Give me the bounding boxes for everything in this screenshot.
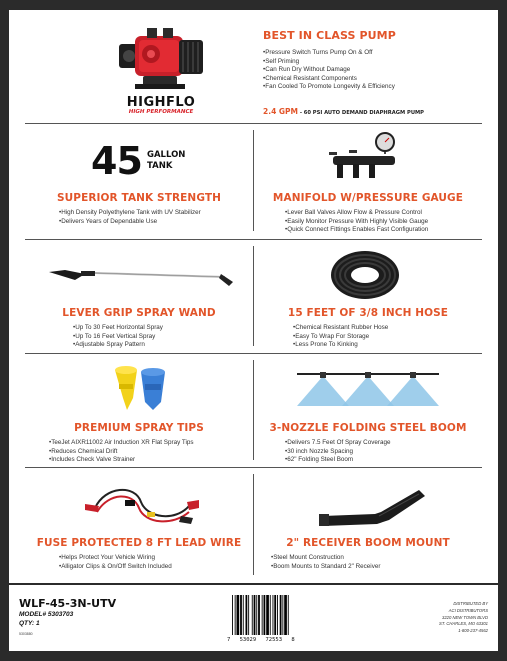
barcode-bar: [256, 595, 257, 635]
distributor-line: ACI DISTRIBUTORS: [448, 607, 488, 613]
divider: [253, 130, 254, 231]
manifold-title: MANIFOLD W/PRESSURE GAUGE: [272, 192, 464, 204]
barcode-bar: [266, 595, 269, 635]
list-item: • Up To 30 Feet Horizontal Spray: [73, 324, 163, 333]
barcode-bar: [258, 595, 260, 635]
barcode-digits-2: 72553: [265, 637, 283, 643]
quantity: QTY: 1: [19, 620, 40, 627]
list-item: • Less Prone To Kinking: [293, 341, 388, 350]
barcode-bar: [262, 595, 263, 635]
pump-spec-gpm: 2.4 GPM: [263, 107, 299, 116]
tank-number: 45: [91, 139, 142, 183]
boom-bullets: [285, 439, 390, 465]
boom-image: [293, 370, 443, 408]
barcode-bar: [235, 595, 236, 635]
divider: [25, 467, 482, 468]
barcode-bar: [254, 595, 256, 635]
barcode-digit-left: 7: [227, 637, 231, 643]
barcode-digit-right: 8: [291, 637, 295, 643]
distributor-info: [439, 601, 488, 635]
list-item: • Can Run Dry Without Damage: [263, 66, 395, 75]
hose-bullets: [293, 324, 388, 350]
barcode-bar: [270, 595, 271, 635]
list-item: • Up To 16 Feet Vertical Spray: [73, 333, 163, 342]
pump-spec-detail: - 60 PSI AUTO DEMAND DIAPHRAGM PUMP: [298, 110, 424, 116]
divider: [253, 246, 254, 346]
wire-title: FUSE PROTECTED 8 FT LEAD WIRE: [36, 537, 242, 549]
barcode-digits: [227, 637, 311, 643]
barcode-bar: [240, 595, 242, 635]
list-item: • Pressure Switch Turns Pump On & Off: [263, 49, 395, 58]
manifold-bullets: [285, 209, 428, 235]
boom-title: 3-NOZZLE FOLDING STEEL BOOM: [269, 422, 467, 434]
divider: [25, 353, 482, 354]
wire-bullets: [59, 554, 172, 571]
divider: [253, 474, 254, 575]
lead-wire-image: [85, 478, 199, 532]
barcode-bar: [248, 595, 249, 635]
list-item: • Chemical Resistant Components: [263, 75, 395, 84]
wand-title: LEVER GRIP SPRAY WAND: [62, 307, 216, 319]
tank-word-gallon: GALLON: [147, 150, 186, 160]
list-item: • Quick Connect Fittings Enables Fast Configuration: [285, 226, 428, 235]
list-item: • Boom Mounts to Standard 2" Receiver: [271, 563, 380, 572]
tips-bullets: [49, 439, 194, 465]
barcode-bar: [277, 595, 278, 635]
barcode-bar: [280, 595, 282, 635]
list-item: • Chemical Resistant Rubber Hose: [293, 324, 388, 333]
list-item: • Lever Ball Valves Allow Flow & Pressure Control: [285, 209, 428, 218]
barcode-bar: [273, 595, 274, 635]
divider: [25, 239, 482, 240]
product-sheet: [9, 10, 498, 651]
barcode-bar: [282, 595, 283, 635]
list-item: • Alligator Clips & On/Off Switch Included: [59, 563, 172, 572]
footer-label: [9, 583, 498, 651]
mount-bullets: [271, 554, 380, 571]
manifold-image: [327, 132, 401, 186]
tank-word-tank: TANK: [147, 161, 173, 171]
list-item: • 62" Folding Steel Boom: [285, 456, 390, 465]
small-code: 5303880: [19, 632, 33, 636]
divider: [25, 123, 482, 124]
list-item: • 30 inch Nozzle Spacing: [285, 448, 390, 457]
barcode-bar: [252, 595, 253, 635]
barcode-digits-1: 53029: [239, 637, 257, 643]
list-item: • Easy To Wrap For Storage: [293, 333, 388, 342]
wand-bullets: [73, 324, 163, 350]
pump-spec: [263, 105, 424, 118]
list-item: • Reduces Chemical Drift: [49, 448, 194, 457]
barcode-bar: [274, 595, 276, 635]
hose-image: [327, 248, 403, 302]
receiver-mount-image: [319, 484, 429, 528]
list-item: • High Density Polyethylene Tank with UV Stabilizer: [59, 209, 201, 218]
list-item: • Delivers Years of Dependable Use: [59, 218, 201, 227]
tank-title: SUPERIOR TANK STRENGTH: [56, 192, 222, 204]
brand-subtitle: HIGH PERFORMANCE: [128, 109, 194, 115]
list-item: • Delivers 7.5 Feet Of Spray Coverage: [285, 439, 390, 448]
pump-title: BEST IN CLASS PUMP: [263, 29, 396, 42]
barcode-bar: [264, 595, 266, 635]
brand-name: HIGHFLO: [126, 95, 196, 110]
list-item: • Helps Protect Your Vehicle Wiring: [59, 554, 172, 563]
barcode: [231, 595, 307, 635]
list-item: • Adjustable Spray Pattern: [73, 341, 163, 350]
list-item: • TeeJet AIXR11002 Air Induction XR Flat Spray Tips: [49, 439, 194, 448]
barcode-bar: [237, 595, 240, 635]
distributor-line: 1-800-237-4562: [458, 628, 488, 634]
divider: [253, 360, 254, 460]
barcode-bar: [288, 595, 289, 635]
distributor-line: 3220 NEW TOWN BLVD: [442, 614, 488, 620]
barcode-bar: [243, 595, 244, 635]
list-item: • Self Priming: [263, 58, 395, 67]
tips-title: PREMIUM SPRAY TIPS: [74, 422, 204, 434]
distributor-line: ST. CHARLES, MO 63301: [439, 621, 488, 627]
list-item: • Includes Check Valve Strainer: [49, 456, 194, 465]
brand-logo: [119, 96, 203, 116]
list-item: • Easily Monitor Pressure With Highly Visible Gauge: [285, 218, 428, 227]
spray-tips-image: [109, 362, 171, 416]
spray-wand-image: [45, 262, 241, 290]
pump-bullets: [263, 49, 395, 92]
list-item: • Fan Cooled To Promote Longevity & Efficiency: [263, 83, 395, 92]
tank-capacity: [91, 140, 201, 190]
barcode-bar: [246, 595, 248, 635]
barcode-bar: [284, 595, 287, 635]
model-number: MODEL# 5303703: [19, 611, 74, 618]
pump-image: [115, 26, 207, 94]
tank-bullets: [59, 209, 201, 226]
mount-title: 2" RECEIVER BOOM MOUNT: [286, 537, 450, 549]
sku: WLF-45-3N-UTV: [19, 597, 117, 610]
barcode-bar: [232, 595, 233, 635]
list-item: • Steel Mount Construction: [271, 554, 380, 563]
distributor-line: DISTRIBUTED BY: [453, 601, 488, 606]
hose-title: 15 FEET OF 3/8 INCH HOSE: [287, 307, 449, 319]
